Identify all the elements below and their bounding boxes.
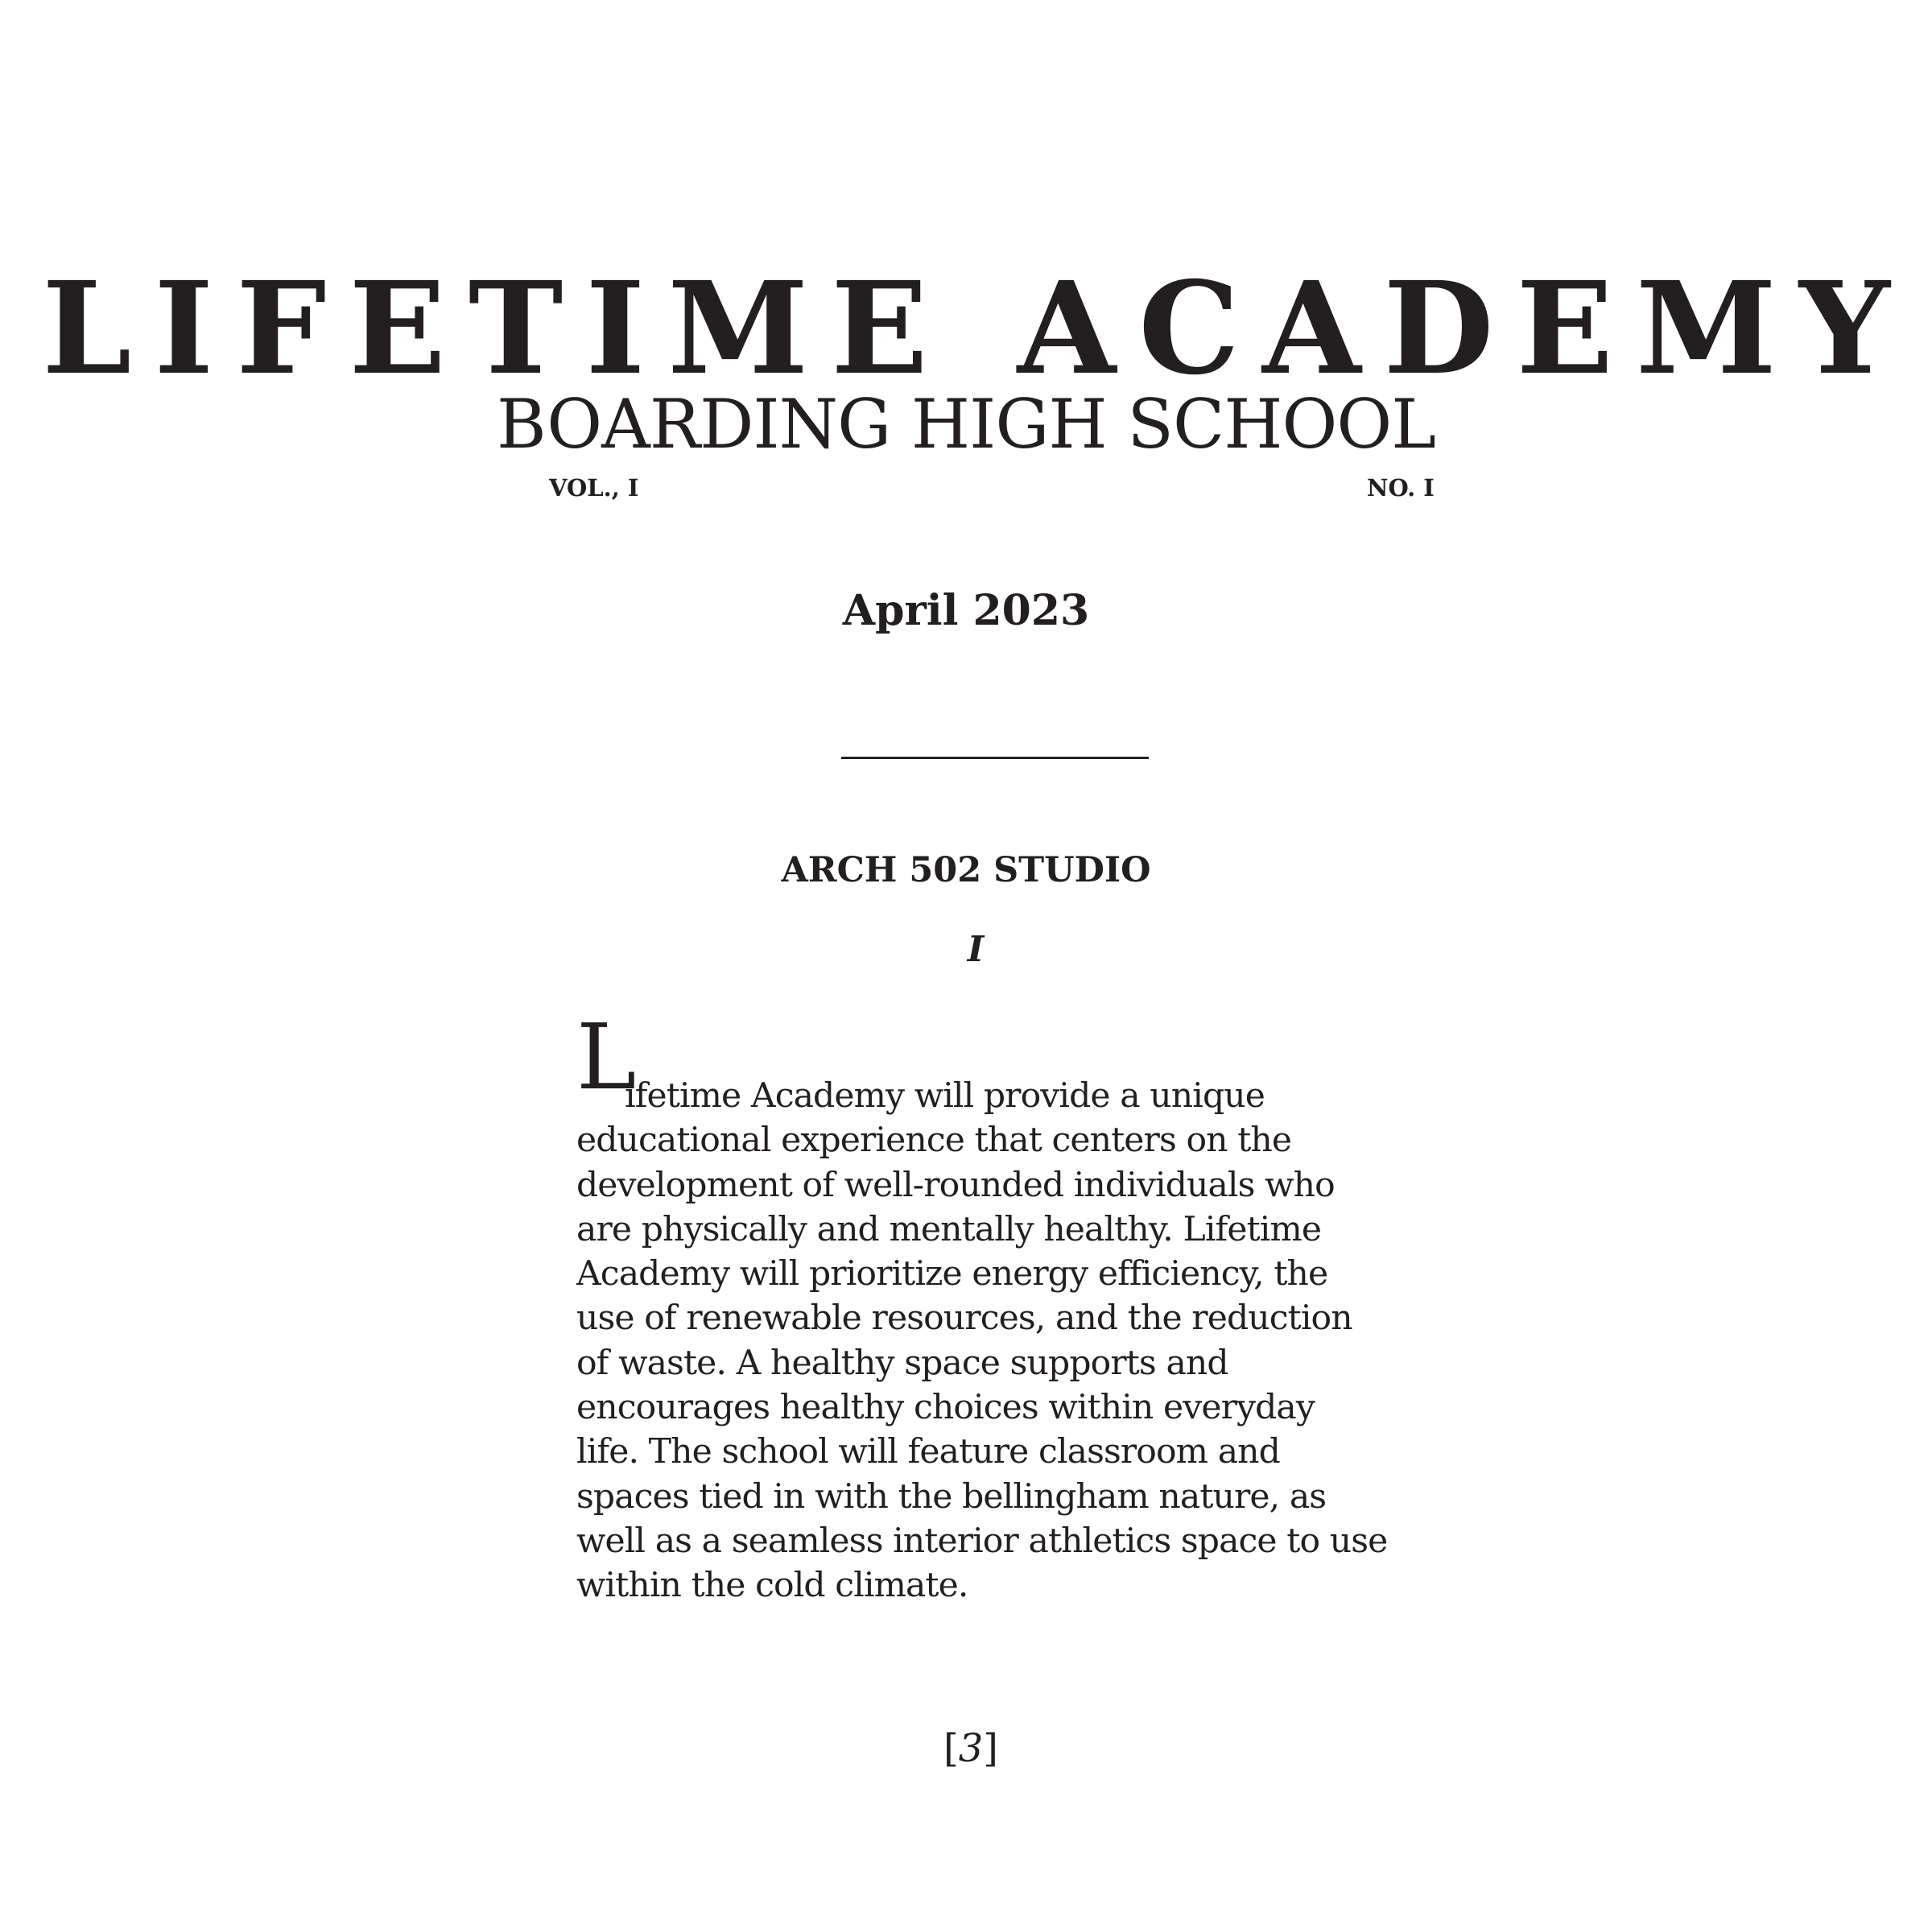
page-number-close-bracket: ] bbox=[983, 1726, 998, 1771]
page-number-value: 3 bbox=[958, 1726, 984, 1771]
article-line: Academy will prioritize energy efficiency, the bbox=[576, 1254, 1328, 1294]
article-line: of waste. A healthy space supports and bbox=[576, 1343, 1228, 1383]
drop-cap: L bbox=[576, 1005, 637, 1110]
article-line bbox=[576, 1005, 1381, 1118]
section-heading: ARCH 502 STUDIO bbox=[781, 850, 1151, 890]
issue-number-label: NO. I bbox=[1367, 474, 1435, 502]
article-line: are physically and mentally healthy. Lifetime bbox=[576, 1209, 1322, 1249]
page-number-open-bracket: [ bbox=[943, 1726, 959, 1771]
issue-date: April 2023 bbox=[842, 586, 1090, 635]
article-body bbox=[576, 1005, 1388, 1608]
article-line-text: ifetime Academy will provide a unique bbox=[625, 1076, 1265, 1116]
article-line: within the cold climate. bbox=[576, 1566, 968, 1606]
page-number bbox=[0, 1726, 1932, 1771]
volume-label: VOL., I bbox=[549, 474, 639, 502]
masthead-title: LIFETIME ACADEMY bbox=[42, 254, 1913, 403]
section-number: I bbox=[967, 929, 985, 970]
article-line: encourages healthy choices within everyday bbox=[576, 1388, 1315, 1428]
article-line: spaces tied in with the bellingham nature, as bbox=[576, 1476, 1327, 1517]
article-line: use of renewable resources, and the reduction bbox=[576, 1298, 1352, 1339]
section-divider bbox=[841, 757, 1149, 759]
article-line: educational experience that centers on the bbox=[576, 1121, 1292, 1161]
article-line: well as a seamless interior athletics space to use bbox=[576, 1521, 1388, 1561]
article-line: development of well-rounded individuals who bbox=[576, 1165, 1335, 1205]
masthead-subtitle: BOARDING HIGH SCHOOL bbox=[497, 385, 1435, 464]
article-line: life. The school will feature classroom and bbox=[576, 1432, 1280, 1472]
